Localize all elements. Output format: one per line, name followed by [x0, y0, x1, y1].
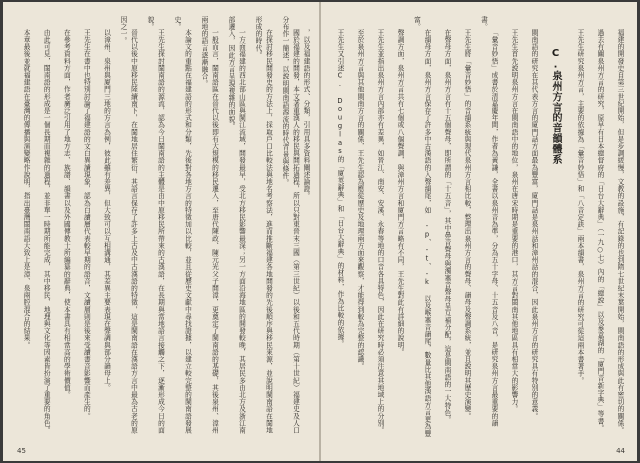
- paragraph: 本論文的重點在福建語的形式和分類，先後對各地方言的特徵加以比較，並且從歷史文獻中尋找證據，以建立較完整的閩南語發展史。: [173, 16, 192, 435]
- paragraph: 王先生並指出泉州方言內部亦有差異，如晉江、南安、安溪、永春等地的口音各具特色，因此在研究時必須注意其地域上的分別。: [376, 29, 384, 435]
- text-column: [172, 16, 193, 440]
- text-column: [505, 16, 519, 440]
- text-column: [280, 16, 312, 440]
- left-page-number: 45: [17, 447, 26, 455]
- section-heading: C.泉州方言的音韻體系: [550, 48, 561, 165]
- text-column: [458, 16, 472, 440]
- text-column: [525, 16, 539, 440]
- paragraph: 王先生將「彙音妙悟」的音韻系統與現代泉州方言相比較，整理出泉州方言的聲母、韻母及聲調系統，並且說明其歷史演變。: [463, 29, 471, 420]
- paragraph: 王先生在書中也特別討論了福建語的文白異讀現象，認為白讀層代表較早期的語音，文讀層則是後來受讀書音影響而產生的。: [82, 29, 91, 420]
- paragraph: 「彙音妙悟」成書於清嘉慶年間，作者為黃謙，全書以泉州音為準，分為五十字母、十五音及八音，是研究泉州方言最重要的韻書。: [479, 16, 498, 427]
- paragraph: 閩南語的研究在其代表方言的廈門話方面最為豐富，廈門話是泉州話和漳州話的混合，因此泉州方言的研究具有特別的意義。: [530, 29, 538, 420]
- text-column: [478, 16, 499, 440]
- paragraph: 王先生研究泉州方言，主要的依據為「彙音妙悟」和「八音定訣」兩本韻書，泉州方言的研究可從這兩本書著手。: [576, 29, 584, 385]
- right-page-number: 44: [616, 447, 625, 455]
- paragraph: 在探討移民開發史的方法上，採取戶口比較法與地名考察法，進而推斷福建各地開發的先後順序與移民來源，並說明閩南語在閩地形成的時代。: [254, 16, 273, 435]
- text-column: [411, 16, 432, 440]
- text-column: [611, 16, 625, 440]
- paragraph: 以漳州、泉州與廈門三地的方言為例，彼此雖有差異，但大致可以互相溝通，其差異主要表現在聲調與部分韻母上。: [102, 29, 111, 392]
- text-column: [77, 16, 91, 440]
- paragraph: 本章最後並就福建語在臺灣的傳播與演變略作說明，指出臺灣閩南語大致上是漳、泉兩腔混合的結果。: [22, 29, 31, 349]
- text-column: [57, 16, 71, 440]
- text-column: [17, 16, 31, 440]
- paragraph: 王先生探討閩南語的源流，認為今日閩南語的主體是由中原移民所帶來的古漢語，在長期與當地語言接觸之下，逐漸形成今日的面貌。: [146, 16, 165, 435]
- paragraph: 一方面福建的西北部山區與閩江流域，開發最早，受北方移民影響最深；另一方面沿海地區的開發較晚，其居民多由北方及浙江南部遷入，因此方言呈現複雜的面貌。: [227, 16, 246, 435]
- paragraph: 過去有關泉州方言的研究，原早有日本總督府的「日台大辭典」（一九○七）內的「總說」以及麥嘉湖的「廈門音新字典」等書。: [596, 29, 604, 433]
- text-column: [571, 16, 585, 440]
- paragraph: 晉代以後中原移民陸續南下，在閩地居住繁衍，其語言保存了許多上古及中古漢語的特徵，這是閩南語在漢語方言中最為古老的原因之一。: [119, 16, 138, 435]
- right-page: [321, 2, 637, 461]
- text-column: [371, 16, 385, 440]
- text-column: [199, 16, 220, 440]
- text-column: [253, 16, 274, 440]
- paragraph: 在聲母方面，泉州方言有十五個聲母，即所謂的「十五音」，其中鼻音聲母與濁塞音聲母呈互補分配，這是閩南語的一大特色。: [443, 29, 451, 424]
- text-column: [591, 16, 605, 440]
- text-column: [145, 16, 166, 440]
- text-column: [331, 16, 345, 440]
- left-page: [3, 2, 319, 461]
- paragraph: 國於福建的開發，本文著重漢人的移民與開拓過程，所以只對東晉末三國（第三世紀）以後和五代時期（第十世紀）福建史及人口分布作一簡述，以說明閩南語源流的時代背景與條件。: [281, 16, 300, 435]
- paragraph: ，以及福建語的形式、分類，引用具多資料闡述論證。: [302, 29, 310, 200]
- paragraph: 一般而言，閩南語區在晉代以後即有大規模的移民遷入，至唐代陳政、陳元光父子開漳，更奠定了閩南語的基礎，其後泉州、漳州兩地的語言逐漸融合。: [200, 16, 219, 435]
- text-column: [351, 16, 365, 440]
- text-column: [391, 16, 405, 440]
- paragraph: 王先生首先說明泉州方言在閩南語中的地位，泉州在唐宋時期是重要的港口，其方言對閩南其他地區具有相當大的影響力。: [510, 29, 518, 413]
- paragraph: 在韻母方面，泉州方言保存了許多中古漢語的入聲韻尾，如 -p、-t、-k 以及喉塞音韻尾，數量比其他漢語方言更為豐富。: [412, 16, 431, 438]
- paragraph: 聲調方面，泉州方言共有七個或八個聲調，與漳州方言和廈門方言略有不同，王先生對此有詳細的說明。: [396, 29, 404, 356]
- text-column: [438, 16, 452, 440]
- text-column: [97, 16, 111, 440]
- text-column: [226, 16, 247, 440]
- text-column: [37, 16, 51, 440]
- section-heading-column: [545, 16, 565, 440]
- paragraph: 福建的開發史自第三世紀開始，但是步調緩慢，文教的設施，有記錄的也到隋七世紀末葉開始，閩南語的形成與此有密切的關係。: [616, 29, 624, 435]
- right-page-columns: [331, 16, 625, 440]
- paragraph: 在參考資料方面，作者廣泛引用了地方志、族譜、韻書以及外國傳教士所編纂的辭典，使本書具有相當高的學術價值。: [62, 29, 71, 399]
- paragraph: 王先生又引述C. Douglas的「廈英辭典」和「日台大辭典」的材料，作為比較的依據。: [336, 29, 344, 348]
- book-spread: [3, 2, 637, 461]
- left-page-columns: [17, 16, 311, 440]
- paragraph: 至於泉州方言與其他閩南方言的關係，王先生認為應從歷史及地理兩方面來觀察，才能得到較為完整的認識。: [356, 29, 364, 371]
- text-column: [118, 16, 139, 440]
- paragraph: 由此可見，閩南語的形成是一個長期而複雜的過程，並非單一時期所能完成，其中移民、地理與文化等因素皆扮演了重要的角色。: [42, 29, 51, 435]
